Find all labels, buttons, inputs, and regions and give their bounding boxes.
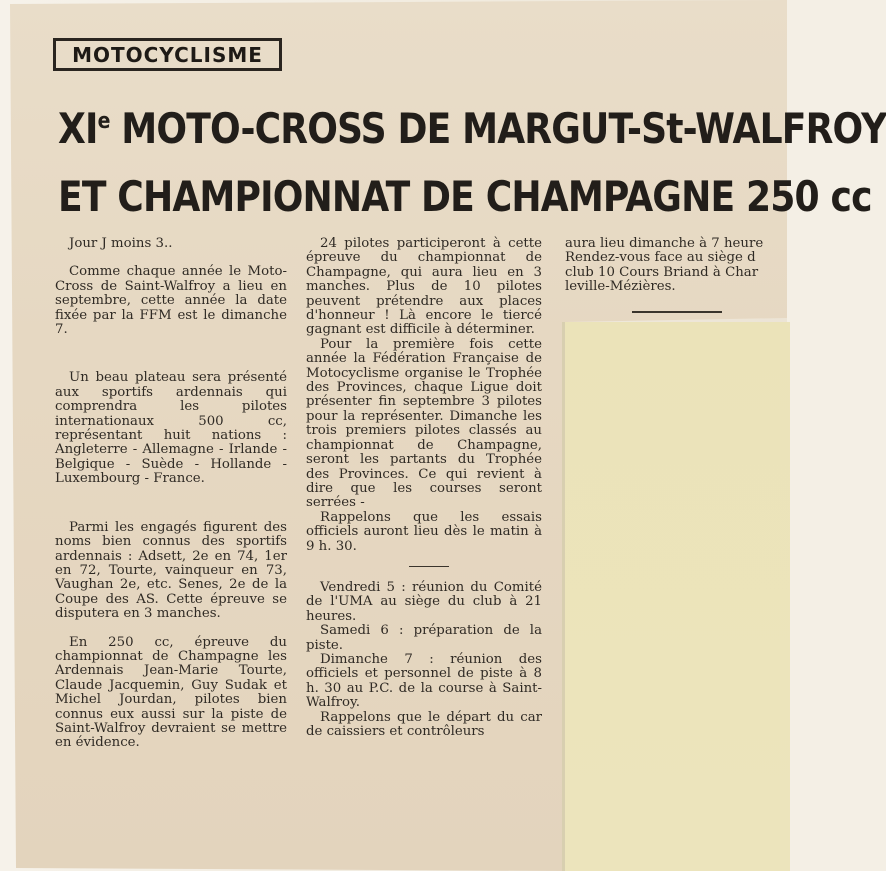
- headline-rest: MOTO-CROSS DE MARGUT-St-WALFROY: [109, 104, 886, 153]
- paragraph-dateline: Jour J moins 3..: [69, 236, 173, 251]
- article-column-3: [565, 237, 787, 295]
- section-label: MOTOCYCLISME: [72, 42, 263, 67]
- paragraph: Comme chaque année le Moto-Cross de Saint-Walfroy a lieu en septembre, cette année la date fixée par la FFM est le dimanche 7.: [55, 264, 287, 338]
- text-line: club 10 Cours Briand à Char: [565, 264, 759, 280]
- end-rule: [632, 311, 722, 313]
- headline-prefix: XI: [58, 104, 98, 153]
- headline-line-1: [58, 104, 886, 153]
- paragraph: Rappelons que le départ du car de caissiers et contrôleurs: [306, 709, 542, 739]
- backing-paper: [562, 322, 790, 871]
- article-column-2: [306, 237, 542, 739]
- article-column-1: [55, 237, 287, 751]
- paragraph: Pour la première fois cette année la Fédération Française de Motocyclisme organise le Trophée des Provinces, chaque Ligue doit présenter fin septembre 3 pilotes pour la représenter. Dimanche les trois premiers pilotes classés au championnat de Champagne, seront les partants du Trophée des Provinces. Ce qui revient à dire que les courses seront serrées -: [306, 336, 542, 511]
- paragraph: Vendredi 5 : réunion du Comité de l'UMA au siège du club à 21 heures.: [306, 579, 542, 624]
- headline-superscript: e: [97, 109, 110, 134]
- paragraph: Samedi 6 : préparation de la piste.: [306, 623, 542, 653]
- headline-line-2: ET CHAMPIONNAT DE CHAMPAGNE 250 cc: [58, 172, 872, 221]
- paragraph: Dimanche 7 : réunion des officiels et personnel de piste à 8 h. 30 au P.C. de la course à Saint-Walfroy.: [306, 651, 542, 711]
- separator-rule: [409, 566, 449, 567]
- paragraph: 24 pilotes participeront à cette épreuve du championnat de Champagne, qui aura lieu en 3 manches. Plus de 10 pilotes peuvent prétendre aux places d'honneur ! Là encore le tiercé gagnant est difficile à déterminer.: [306, 236, 542, 338]
- paragraph: Un beau plateau sera présenté aux sportifs ardennais qui comprendra les pilotes internationaux 500 cc, représentant huit nations : Angleterre - Allemagne - Irlande - Belgique - Suède - Hollande - Luxembourg - France.: [55, 370, 287, 487]
- text-line: Rendez-vous face au siège d: [565, 250, 756, 266]
- text-line: aura lieu dimanche à 7 heure: [565, 236, 764, 251]
- paragraph: Rappelons que les essais officiels auront lieu dès le matin à 9 h. 30.: [306, 509, 542, 554]
- section-header: [53, 38, 282, 71]
- paragraph: En 250 cc, épreuve du championnat de Champagne les Ardennais Jean-Marie Tourte, Claude Jacquemin, Guy Sudak et Michel Jourdan, pilotes bien connus eux aussi sur la piste de Saint-Walfroy devraient se mettre en évidence.: [55, 634, 287, 751]
- paragraph: Parmi les engagés figurent des noms bien connus des sportifs ardennais : Adsett, 2e en 74, 1er en 72, Tourte, vainqueur en 73, Vaughan 2e, etc. Senes, 2e de la Coupe des AS. Cette épreuve se disputera en 3 manches.: [55, 519, 287, 622]
- text-line: leville-Mézières.: [565, 279, 676, 295]
